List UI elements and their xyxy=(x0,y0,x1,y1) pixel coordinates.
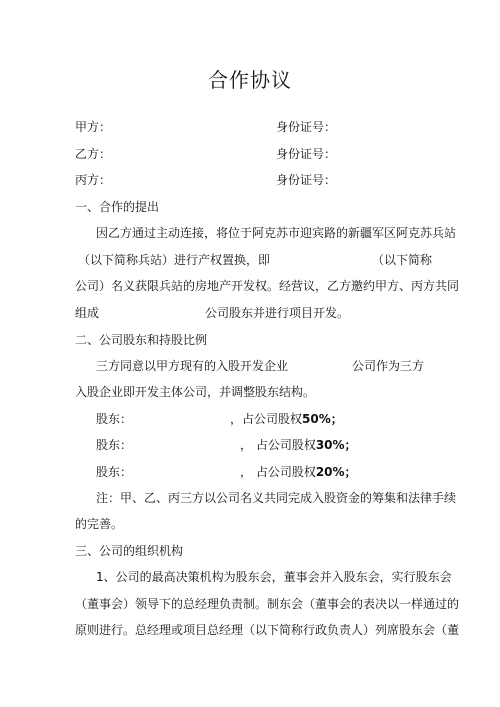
section-2-line-2: 入股企业即开发主体公司，并调整股东结构。 xyxy=(75,385,316,399)
section-2-line-1b: 公司作为三方 xyxy=(352,359,425,373)
party-b-id-label: 身份证号： xyxy=(276,147,337,161)
section-1-line-1: 因乙方通过主动连接，将位于阿克苏市迎宾路的新疆军区阿克苏兵站 xyxy=(96,226,457,240)
party-a-id-label: 身份证号： xyxy=(276,120,337,134)
party-a-label: 甲方： xyxy=(75,120,112,134)
section-2-note-line-2: 的完善。 xyxy=(75,517,124,531)
section-3-para-1-line-3: 原则进行。总经理或项目总经理（以下简称行政负责人）列席股东会（董 xyxy=(75,623,460,637)
shareholder-1-text: ，占公司股权50%； xyxy=(230,412,343,426)
party-c-label: 丙方： xyxy=(75,173,112,187)
shareholder-2-pct: 30%； xyxy=(315,438,357,452)
section-3-para-1-line-2: （董事会）领导下的总经理负责制。制东会（董事会的表决以一样通过的 xyxy=(75,597,460,611)
shareholder-1-label: 股东： xyxy=(96,412,133,426)
document-title: 合作协议 xyxy=(208,68,292,92)
shareholder-3-pct: 20%； xyxy=(315,465,357,479)
section-3-para-1-number: 1 xyxy=(96,570,104,584)
shareholder-3-label: 股东： xyxy=(96,465,133,479)
section-3-heading: 三、公司的组织机构 xyxy=(75,544,184,558)
shareholder-3-text: ， 占公司股权20%； xyxy=(240,465,357,479)
shareholder-2-label: 股东： xyxy=(96,438,133,452)
shareholder-2-text: ， 占公司股权30%； xyxy=(240,438,357,452)
section-1-line-4-end: 公司股东并进行项目开发。 xyxy=(205,306,350,320)
section-1-line-2-end: （以下简称 xyxy=(372,253,433,267)
party-b-label: 乙方： xyxy=(75,147,112,161)
section-3-para-1-line-1: 1、公司的最高决策机构为股东会，董事会并入股东会，实行股东会 xyxy=(96,570,452,584)
section-1-heading: 一、合作的提出 xyxy=(75,200,160,214)
shareholder-1-pct: 50%； xyxy=(302,412,343,426)
section-2-note-line-1: 注：甲、乙、丙三方以公司名义共同完成入股资金的筹集和法律手续 xyxy=(96,491,457,505)
section-1-line-4-start: 组成 xyxy=(75,306,100,320)
section-2-line-1a: 三方同意以甲方现有的入股开发企业 xyxy=(96,359,289,373)
section-1-line-3: 公司）名义获限兵站的房地产开发权。经营议，乙方邀约甲方、丙方共同 xyxy=(75,279,460,293)
section-2-heading: 二、公司股东和持股比例 xyxy=(75,333,208,347)
section-1-line-2: （以下简称兵站）进行产权置换，即 xyxy=(78,253,271,267)
party-c-id-label: 身份证号： xyxy=(276,173,337,187)
